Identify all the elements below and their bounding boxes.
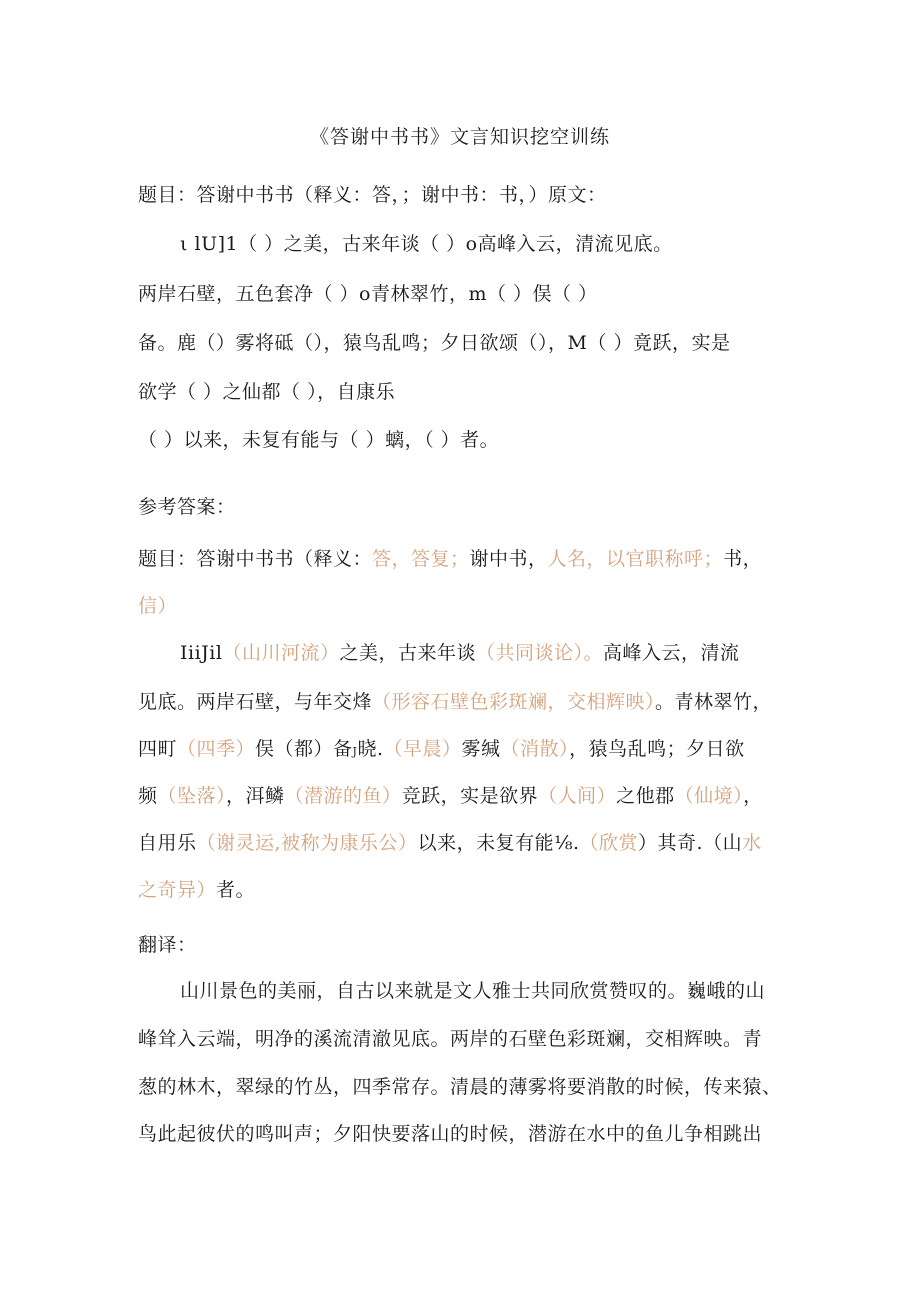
answer-fill: （欣赏 <box>579 832 639 854</box>
exercise-line-4: 欲学（ ）之仙都（ ），自康乐 <box>138 381 396 403</box>
answer-text: ，洱鳞 <box>226 785 285 807</box>
answer-text: J <box>352 745 358 758</box>
answer-text: 频 <box>138 785 158 807</box>
translation-line-1: 山川景色的美丽，自古以来就是文人雅士共同欣赏赞叹的。巍峨的山 <box>180 980 766 1002</box>
answer-fill: （山川河流） <box>222 642 340 664</box>
answer-text: 之他郡 <box>616 785 675 807</box>
answer-line-8 <box>138 875 255 902</box>
answer-fill: 人名，以官职称呼； <box>547 548 724 570</box>
answer-text: 晓. <box>357 738 384 760</box>
answer-text: ，猿鸟乱鸣；夕日欲 <box>569 738 745 760</box>
answer-fill: （形容石壁色彩斑斓，交相辉映） <box>372 691 656 713</box>
answer-fill: （早晨） <box>383 738 462 760</box>
answer-line-1 <box>138 544 762 571</box>
exercise-line-2: 两岸石壁，五色套净（ ）o青林翠竹，m（ ）俣（ ） <box>138 283 598 305</box>
answer-text: 之美，古来年谈 <box>339 642 476 664</box>
answer-fill: （共同谈论）。 <box>475 642 603 664</box>
answer-text: 自用乐 <box>138 832 197 854</box>
answer-text: ）其奇.（山 <box>638 832 743 854</box>
answer-fill: （消散） <box>500 738 570 760</box>
translation-line-4: 鸟此起彼伏的鸣叫声；夕阳快要落山的时候，潜游在水中的鱼儿争相跳出 <box>138 1123 763 1145</box>
answer-text: 谢中书， <box>469 548 548 570</box>
answer-text: 俣（都）备 <box>255 738 353 760</box>
exercise-line-3: 备。鹿（）雾将砥（），猿鸟乱鸣；夕日欲颂（），M（ ）竟跃，实是 <box>138 332 731 354</box>
answer-text: 竞跃，实是欲界 <box>401 785 539 807</box>
translation-line-3: 葱的林木，翠绿的竹丛，四季常存。清晨的薄雾将要消散的时候，传来猿、 <box>138 1076 782 1098</box>
answer-text: 以来，未复有能⅛. <box>417 832 580 854</box>
answer-line-5 <box>138 734 745 761</box>
exercise-heading: 题目：答谢中书书（释义：答，；谢中书：书，）原文： <box>138 184 607 206</box>
exercise-line-1: ι lU]1（ ）之美，古来年谈（ ）o高峰入云，清流见底。 <box>180 233 673 255</box>
answer-text: 者。 <box>216 879 256 901</box>
answer-fill: （谢灵运,被称为康乐公） <box>196 832 418 854</box>
answer-fill: 之奇异） <box>138 879 217 901</box>
answer-line-4 <box>138 687 772 714</box>
answer-text: 见底。两岸石壁，与年交烽 <box>138 691 373 713</box>
answer-text: IiiJil <box>180 642 223 664</box>
answer-fill: （人间） <box>538 785 617 807</box>
answer-text: 雾缄 <box>461 738 501 760</box>
answer-line-3 <box>180 638 740 665</box>
answer-fill: （坠落） <box>157 785 227 807</box>
answer-fill: （潜游的鱼） <box>284 785 402 807</box>
answer-line-6 <box>138 781 763 808</box>
translation-heading: 翻译： <box>138 934 197 956</box>
answer-fill: （四季） <box>177 738 256 760</box>
answer-line-7 <box>138 828 762 855</box>
answer-text: 。青林翠竹， <box>655 691 773 713</box>
answer-text: ， <box>743 785 763 807</box>
exercise-line-5: （ ）以来，未复有能与（ ）螭，（ ）者。 <box>138 429 500 451</box>
translation-line-2: 峰耸入云端，明净的溪流清澈见底。两岸的石壁色彩斑斓，交相辉映。青 <box>138 1028 763 1050</box>
answer-line-2: 信） <box>138 595 178 617</box>
answer-text: 题目：答谢中书书（释义： <box>138 548 373 570</box>
answer-text: 四町 <box>138 738 178 760</box>
document-title: 《答谢中书书》文言知识挖空训练 <box>309 126 610 148</box>
answer-fill: 答，答复； <box>372 548 470 570</box>
answer-fill: 水 <box>742 832 762 854</box>
answer-text: 书， <box>723 548 763 570</box>
answer-text: 高峰入云，清流 <box>602 642 740 664</box>
answers-heading: 参考答案： <box>138 496 236 518</box>
answer-fill: （仙境） <box>674 785 744 807</box>
